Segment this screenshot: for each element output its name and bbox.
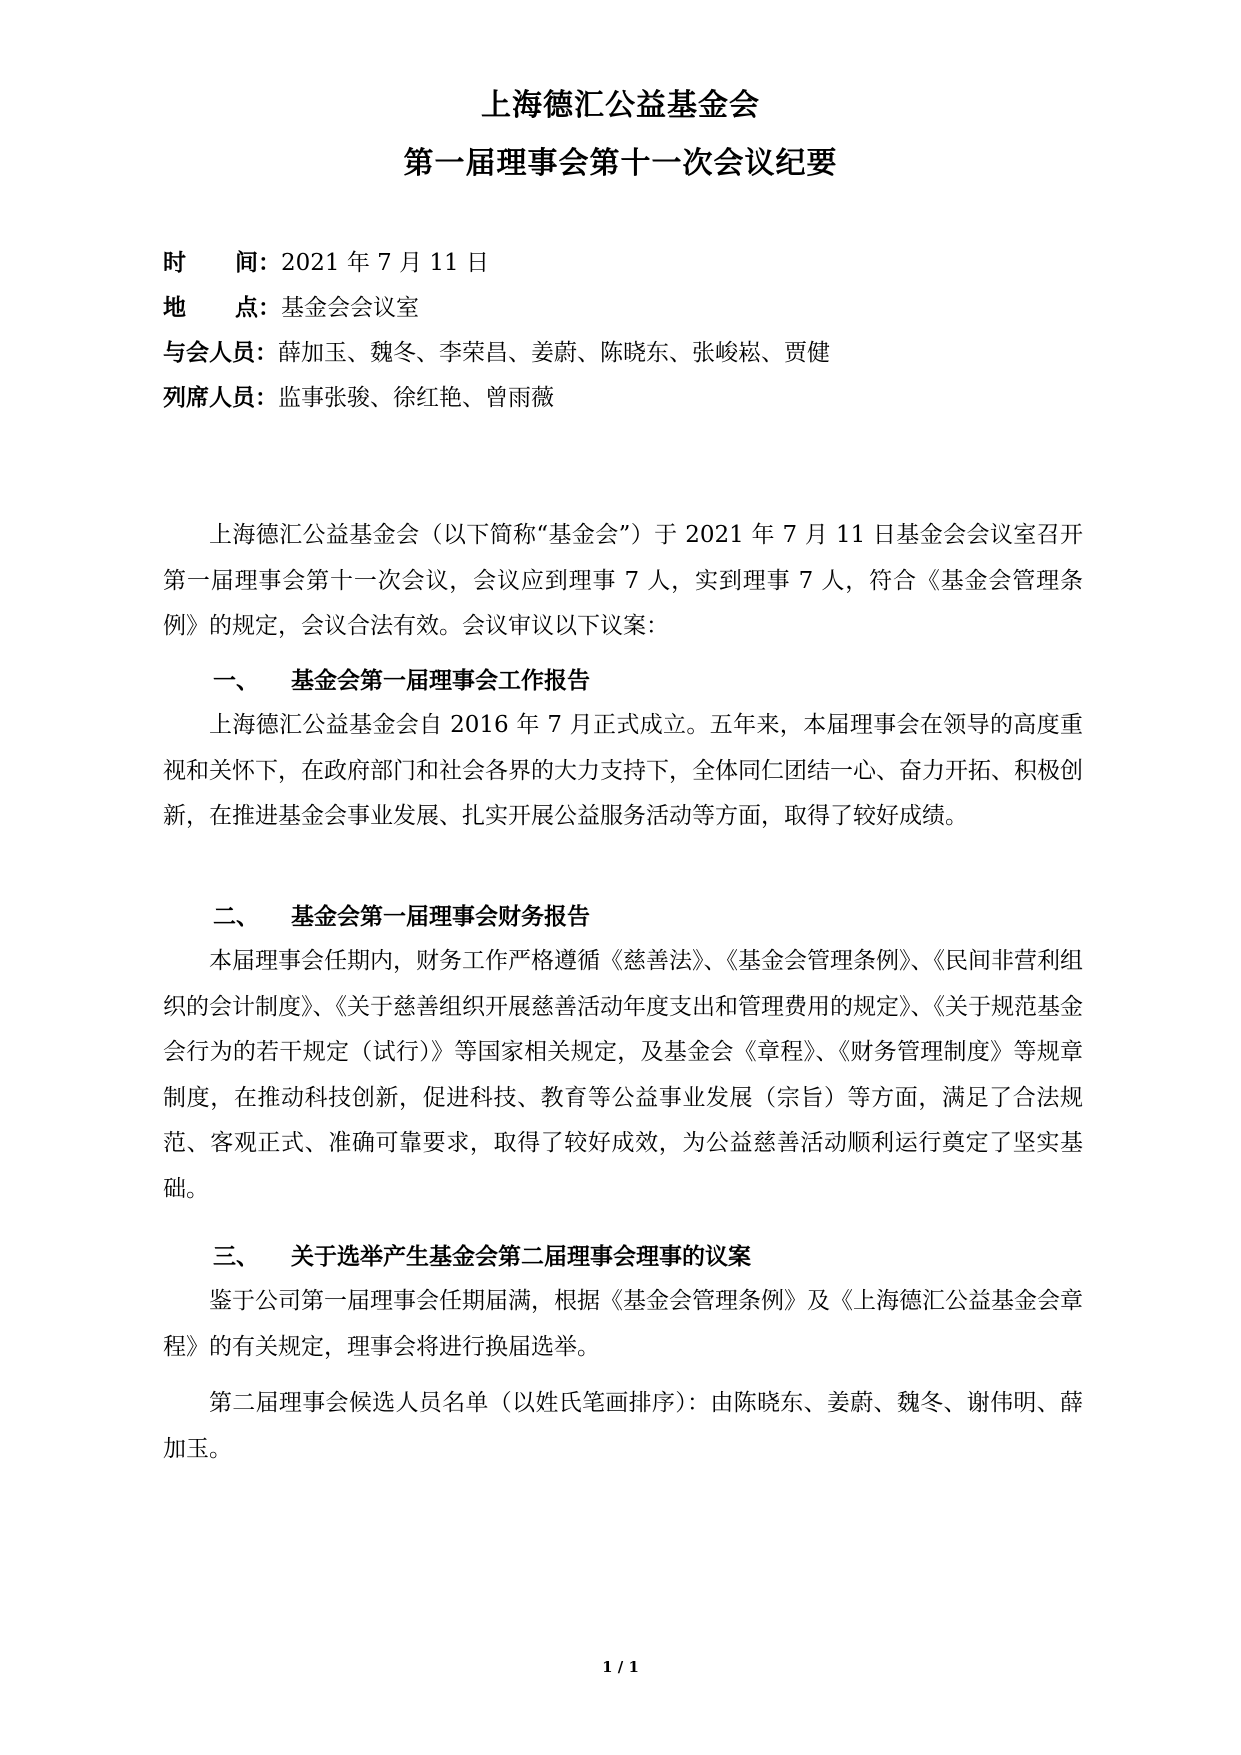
- section-3-paragraph-1: 鉴于公司第一届理事会任期届满，根据《基金会管理条例》及《上海德汇公益基金会章程》的有关规定，理事会将进行换届选举。: [163, 1288, 1083, 1360]
- meta-attendees-value: 薛加玉、魏冬、李荣昌、姜蔚、陈晓东、张峻崧、贾健: [278, 340, 830, 366]
- section-heading-1: 一、 基金会第一届理事会工作报告: [213, 667, 590, 694]
- meta-time-row: 时 间 ：2021 年 7 月 11 日: [163, 246, 489, 280]
- section-3-paragraph-2: 第二届理事会候选人员名单（以姓氏笔画排序）：由陈晓东、姜蔚、魏冬、谢伟明、薛加玉。: [163, 1390, 1083, 1462]
- section-2-paragraph: 本届理事会任期内，财务工作严格遵循《慈善法》、《基金会管理条例》、《民间非营利组织的会计制度》、《关于慈善组织开展慈善活动年度支出和管理费用的规定》、《关于规范基金会行为的若干规定（试行）》等国家相关规定，及基金会《章程》、《财务管理制度》等规章制度，在推动科技创新，促进科技、教育等公益事业发展（宗旨）等方面，满足了合法规范、客观正式、准确可靠要求，取得了较好成效，为公益慈善活动顺利运行奠定了坚实基础。: [163, 948, 1083, 1202]
- meta-attendees-row: 与会人员：薛加玉、魏冬、李荣昌、姜蔚、陈晓东、张峻崧、贾健: [163, 339, 830, 366]
- meeting-title: 第一届理事会第十一次会议纪要: [403, 146, 838, 181]
- page-number: 1 / 1: [602, 1658, 639, 1676]
- intro-paragraph: 上海德汇公益基金会（以下简称“基金会”）于 2021 年 7 月 11 日基金会会议室召开第一届理事会第十一次会议，会议应到理事 7 人，实到理事 7 人，符合《基金会管理条例》的规定，会议合法有效。会议审议以下议案：: [163, 522, 1083, 639]
- meta-place-label: 地 点: [163, 294, 258, 321]
- meta-place-value: 基金会会议室: [281, 295, 419, 321]
- section-heading-3: 三、 关于选举产生基金会第二届理事会理事的议案: [213, 1243, 751, 1270]
- meta-time-value: 2021 年 7 月 11 日: [281, 250, 489, 276]
- meta-observers-label: 列席人员: [163, 384, 255, 411]
- section-1-paragraph: 上海德汇公益基金会自 2016 年 7 月正式成立。五年来，本届理事会在领导的高度重视和关怀下，在政府部门和社会各界的大力支持下，全体同仁团结一心、奋力开拓、积极创新，在推进基金会事业发展、扎实开展公益服务活动等方面，取得了较好成绩。: [163, 712, 1083, 829]
- meta-time-label: 时 间: [163, 249, 258, 276]
- meta-attendees-label: 与会人员: [163, 339, 255, 366]
- org-title: 上海德汇公益基金会: [481, 88, 760, 123]
- meta-observers-value: 监事张骏、徐红艳、曾雨薇: [278, 385, 554, 411]
- meta-place-row: 地 点 ：基金会会议室: [163, 291, 419, 325]
- section-heading-2: 二、 基金会第一届理事会财务报告: [213, 903, 590, 930]
- meta-observers-row: 列席人员：监事张骏、徐红艳、曾雨薇: [163, 384, 554, 411]
